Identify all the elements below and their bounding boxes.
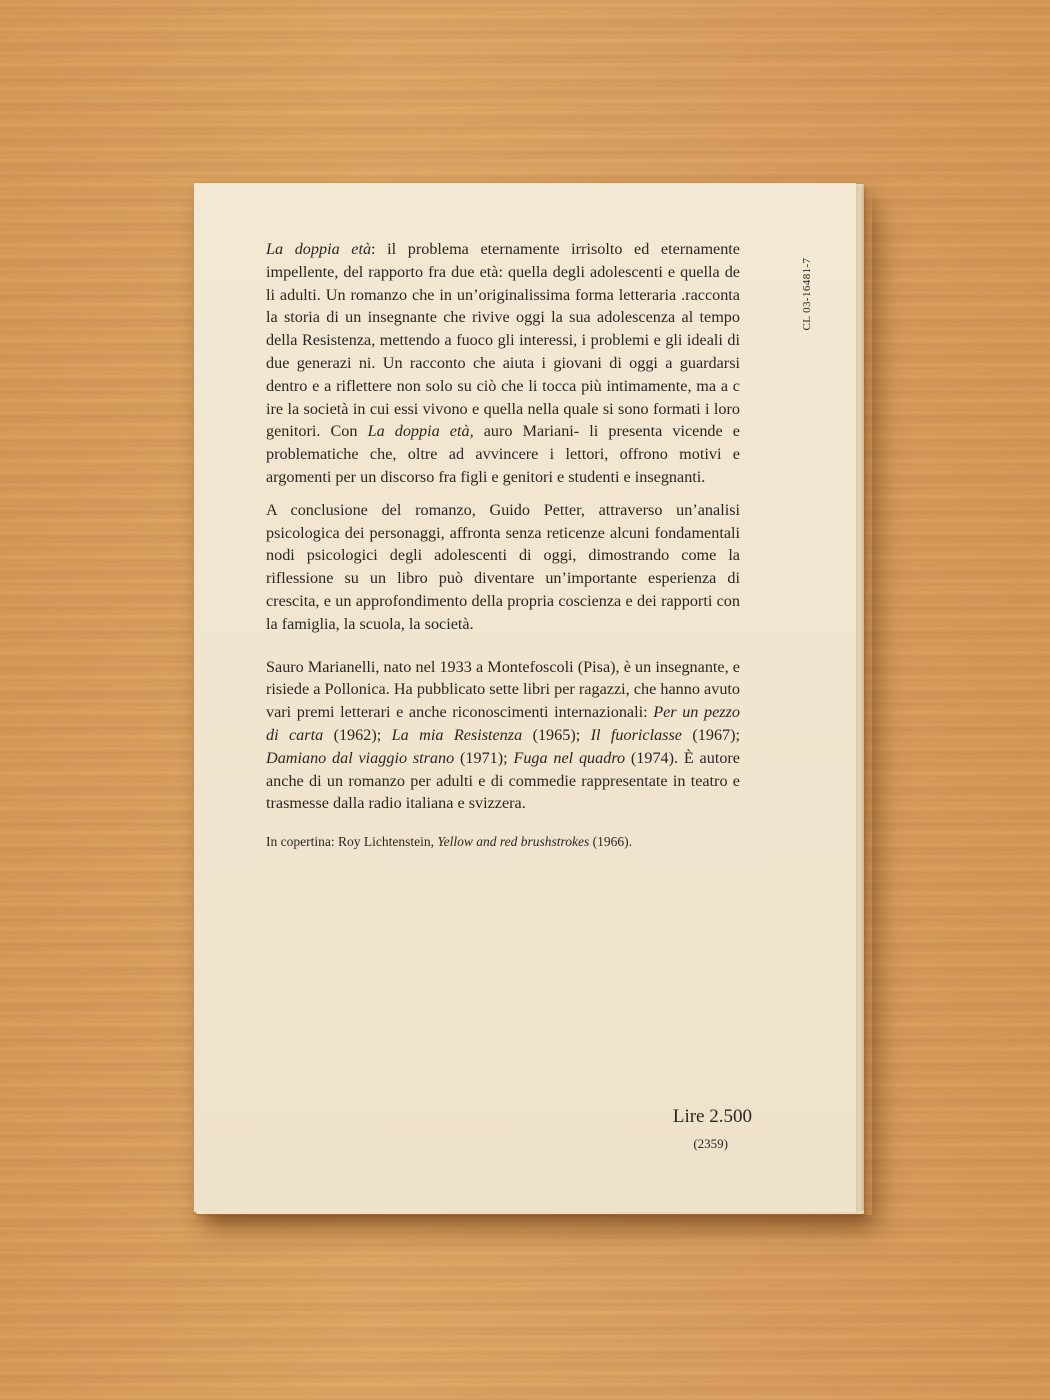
bibliography-title: Damiano dal viaggio strano [266, 748, 455, 767]
bibliography-title: Per un pezzo di carta [266, 703, 740, 744]
price-label: Lire 2.500 [672, 1106, 752, 1127]
book-page-edge [856, 186, 864, 1211]
bibliography-title: Il fuoriclasse [590, 725, 682, 744]
cover-credit: In copertina: Roy Lichtenstein, Yellow and red brushstrokes (1966). [266, 834, 632, 850]
author-bio: Sauro Marianelli, nato nel 1933 a Montefoscoli (Pisa), è un insegnante, e risiede a Pollonica. Ha pubblicato sette libri per ragazzi, che hanno avuto vari premi letterari e anche riconoscimenti internazionali: Per un pezzo di carta (1962); La mia Resistenza (1965); Il fuoriclasse (1967); Damiano dal viaggio strano (1971); Fuga nel quadro (1974). È autore anche di un romanzo per adulti e di commedie rappresentate in teatro e trasmesse dalla radio italiana e svizzera. [266, 657, 741, 813]
price-code: (2359) [693, 1136, 728, 1151]
book-title-repeat: La doppia età [367, 422, 470, 441]
artwork-title: Yellow and red brushstrokes [437, 834, 590, 850]
book-title: La doppia età [266, 240, 372, 258]
bibliography-title: Fuga nel quadro [513, 748, 626, 767]
blurb-paragraph-2: A conclusione del romanzo, Guido Petter, attraverso un’analisi psicologica dei personaggi, affronta senza reticenze alcuni fondamentali nodi psicologici degli adolescenti di oggi, dimostrando come la riflessione su un libro può diventare un’importante esperienza di crescita, e un approfondimento della propria coscienza e dei rapporti con la famiglia, la scuola, la società. [266, 500, 740, 633]
catalog-code: CL 03-16481-7 [801, 257, 813, 331]
blurb-text-block [266, 238, 740, 851]
bibliography-title: La mia Resistenza [391, 725, 523, 744]
blurb-paragraph-1: La doppia età: il problema eternamente irrisolto ed eternamente impellente, del rapporto fra due età: quella degli adolescenti e quella de li adulti. Un romanzo che in un’originalissima forma letteraria .racconta la storia di un insegnante che rivive oggi la sua adolescenza al tempo della Resistenza, mettendo a fuoco gli interessi, i problemi e gli ideali di due generazi ni. Un racconto che aiuta i giovani di oggi a guardarsi dentro e a riflettere non solo su ciò che li tocca più intimamente, ma a c ire la società in cui essi vivono e quella nella quale si sono formati i loro genitori. Con La doppia età, auro Mariani- li presenta vicende e problematiche che, oltre ad avvincere i lettori, offrono motivi e argomenti per un discorso fra figli e genitori e studenti e insegnanti. [266, 240, 740, 486]
